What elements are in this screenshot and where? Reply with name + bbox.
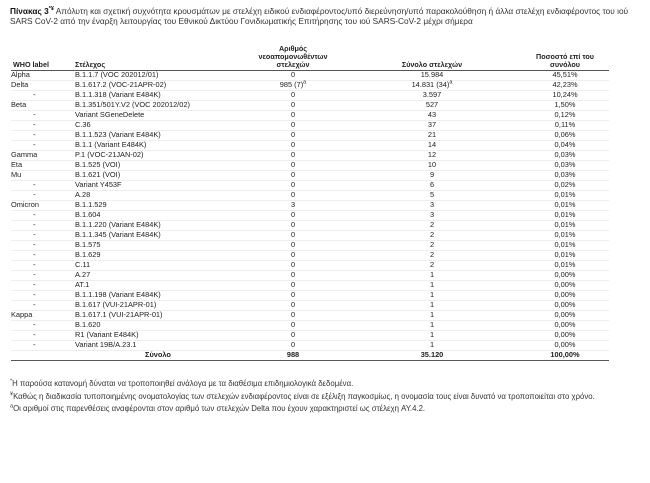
row-new-isolates: 0 <box>243 221 343 231</box>
row-strain: Variant Y453F <box>73 181 243 191</box>
row-percentage: 45,51% <box>521 71 609 81</box>
row-total-strains: 1 <box>343 291 521 301</box>
row-who-label: - <box>11 291 73 301</box>
row-total-strains: 12 <box>343 151 521 161</box>
row-strain: C.11 <box>73 261 243 271</box>
row-new-isolates: 0 <box>243 191 343 201</box>
row-percentage: 0,00% <box>521 331 609 341</box>
row-strain: P.1 (VOC-21JAN-02) <box>73 151 243 161</box>
row-percentage: 0,03% <box>521 161 609 171</box>
row-who-label: Delta <box>11 81 73 91</box>
row-percentage: 0,01% <box>521 261 609 271</box>
row-total-strains: 9 <box>343 171 521 181</box>
row-strain: B.1.604 <box>73 211 243 221</box>
row-strain: AT.1 <box>73 281 243 291</box>
header-strain: Στέλεχος <box>73 45 243 71</box>
row-strain: B.1.1 (Variant E484K) <box>73 141 243 151</box>
row-total-strains: 1 <box>343 271 521 281</box>
table-row <box>11 81 609 91</box>
table-body <box>11 71 609 351</box>
row-percentage: 1,50% <box>521 101 609 111</box>
row-percentage: 0,11% <box>521 121 609 131</box>
row-total-strains: 3 <box>343 211 521 221</box>
table-header-row <box>11 45 609 71</box>
row-new-isolates: 0 <box>243 151 343 161</box>
footnote-1: *Η παρούσα κατανομή δύναται να τροποποιηθεί ανάλογα με τα διαθέσιμα επιδημιολογικά δεδομένα. <box>10 378 354 388</box>
table-row <box>11 331 609 341</box>
row-who-label: - <box>11 231 73 241</box>
row-who-label: Beta <box>11 101 73 111</box>
header-who-label: WHO label <box>11 45 73 71</box>
caption-label: Πίνακας 3 <box>10 6 49 16</box>
row-who-label: - <box>11 211 73 221</box>
table-row <box>11 131 609 141</box>
row-new-isolates: 0 <box>243 261 343 271</box>
row-strain: B.1.620 <box>73 321 243 331</box>
row-who-label: - <box>11 131 73 141</box>
table-row <box>11 271 609 281</box>
total-spacer <box>11 351 73 361</box>
row-new-isolates: 0 <box>243 131 343 141</box>
row-percentage: 0,01% <box>521 241 609 251</box>
row-strain: R1 (Variant E484K) <box>73 331 243 341</box>
row-new-isolates: 0 <box>243 231 343 241</box>
row-total-strains: 14.831 $(34)^a$ <box>343 81 521 91</box>
row-percentage: 0,01% <box>521 191 609 201</box>
table-row <box>11 181 609 191</box>
row-who-label: - <box>11 341 73 351</box>
header-percentage: Ποσοστό επί του συνόλου <box>521 45 609 71</box>
row-total-strains: 3.597 <box>343 91 521 101</box>
row-strain: B.1.1.7 (VOC 202012/01) <box>73 71 243 81</box>
table-row <box>11 111 609 121</box>
header-new-isolates: Αριθμός νεοαπομονωθέντων στελεχών <box>243 45 343 71</box>
row-new-isolates: 0 <box>243 301 343 311</box>
row-percentage: 0,12% <box>521 111 609 121</box>
row-who-label: - <box>11 91 73 101</box>
row-percentage: 10,24% <box>521 91 609 101</box>
row-strain: B.1.617.1 (VUI-21APR-01) <box>73 311 243 321</box>
row-new-isolates: 0 <box>243 291 343 301</box>
row-total-strains: 6 <box>343 181 521 191</box>
row-new-isolates: 0 <box>243 141 343 151</box>
row-who-label: - <box>11 141 73 151</box>
total-label: Σύνολο <box>73 351 243 361</box>
footnote-marker: a <box>449 79 453 86</box>
row-new-isolates: 0 <box>243 181 343 191</box>
row-strain: Variant SGeneDelete <box>73 111 243 121</box>
row-percentage: 0,00% <box>521 311 609 321</box>
table-caption <box>10 6 640 26</box>
row-percentage: 0,00% <box>521 341 609 351</box>
row-total-strains: 5 <box>343 191 521 201</box>
row-percentage: 42,23% <box>521 81 609 91</box>
row-who-label: - <box>11 221 73 231</box>
row-percentage: 0,03% <box>521 151 609 161</box>
table-row <box>11 231 609 241</box>
table-row <box>11 311 609 321</box>
row-percentage: 0,00% <box>521 301 609 311</box>
row-new-isolates: 0 <box>243 101 343 111</box>
row-total-strains: 14 <box>343 141 521 151</box>
row-new-isolates: 3 <box>243 201 343 211</box>
row-total-strains: 1 <box>343 311 521 321</box>
row-new-isolates: 0 <box>243 331 343 341</box>
row-total-strains: 527 <box>343 101 521 111</box>
row-new-isolates: 0 <box>243 241 343 251</box>
row-total-strains: 3 <box>343 201 521 211</box>
table-total-row <box>11 351 609 361</box>
caption-label-superscript: *¥ <box>48 6 54 13</box>
row-who-label: - <box>11 301 73 311</box>
row-new-isolates: 0 <box>243 281 343 291</box>
table-row <box>11 191 609 201</box>
row-strain: B.1.525 (VOI) <box>73 161 243 171</box>
footnote-2: ¥Καθώς η διαδικασία τυποποιημένης ονοματολογίας των στελεχών ενδιαφέροντος είναι σε εξέλιξη παγκοσμίως, η ονομασία τους είναι δυνατό να τροποποιείται στο χρόνο. <box>10 390 595 401</box>
table-row <box>11 241 609 251</box>
table-row <box>11 251 609 261</box>
row-strain: B.1.1.318 (Variant E484K) <box>73 91 243 101</box>
table-row <box>11 261 609 271</box>
row-who-label: - <box>11 281 73 291</box>
header-total-strains: Σύνολο στελεχών <box>343 45 521 71</box>
row-percentage: 0,00% <box>521 291 609 301</box>
row-total-strains: 1 <box>343 341 521 351</box>
table-row <box>11 201 609 211</box>
row-who-label: - <box>11 191 73 201</box>
table-row <box>11 281 609 291</box>
row-total-strains: 2 <box>343 231 521 241</box>
row-percentage: 0,00% <box>521 321 609 331</box>
row-strain: B.1.1.529 <box>73 201 243 211</box>
row-new-isolates: 0 <box>243 271 343 281</box>
row-new-isolates: 0 <box>243 321 343 331</box>
table-row <box>11 121 609 131</box>
row-strain: B.1.575 <box>73 241 243 251</box>
row-total-strains: 21 <box>343 131 521 141</box>
row-percentage: 0,01% <box>521 231 609 241</box>
table-row <box>11 161 609 171</box>
row-total-strains: 2 <box>343 261 521 271</box>
row-who-label: Mu <box>11 171 73 181</box>
row-new-isolates: 0 <box>243 311 343 321</box>
row-percentage: 0,01% <box>521 221 609 231</box>
row-who-label: - <box>11 271 73 281</box>
row-who-label: Omicron <box>11 201 73 211</box>
row-who-label: - <box>11 331 73 341</box>
table-row <box>11 71 609 81</box>
row-total-strains: 1 <box>343 321 521 331</box>
table-row <box>11 101 609 111</box>
row-percentage: 0,06% <box>521 131 609 141</box>
row-who-label: Kappa <box>11 311 73 321</box>
table-row <box>11 171 609 181</box>
row-total-strains: 37 <box>343 121 521 131</box>
row-strain: B.1.1.345 (Variant E484K) <box>73 231 243 241</box>
row-percentage: 0,02% <box>521 181 609 191</box>
total-percentage: 100,00% <box>521 351 609 361</box>
row-percentage: 0,01% <box>521 201 609 211</box>
table-row <box>11 291 609 301</box>
row-strain: A.27 <box>73 271 243 281</box>
row-total-strains: 43 <box>343 111 521 121</box>
row-new-isolates: 0 <box>243 111 343 121</box>
row-new-isolates: 0 <box>243 161 343 171</box>
row-total-strains: 1 <box>343 331 521 341</box>
table-row <box>11 321 609 331</box>
row-strain: B.1.617.2 (VOC-21APR-02) <box>73 81 243 91</box>
row-total-strains: 2 <box>343 251 521 261</box>
row-who-label: - <box>11 121 73 131</box>
row-who-label: - <box>11 321 73 331</box>
table-row <box>11 211 609 221</box>
row-percentage: 0,03% <box>521 171 609 181</box>
row-total-strains: 2 <box>343 241 521 251</box>
row-total-strains: 10 <box>343 161 521 171</box>
row-percentage: 0,00% <box>521 271 609 281</box>
row-new-isolates: 0 <box>243 91 343 101</box>
row-total-strains: 1 <box>343 301 521 311</box>
table-row <box>11 91 609 101</box>
row-new-isolates: 0 <box>243 251 343 261</box>
row-who-label: - <box>11 181 73 191</box>
row-strain: B.1.351/501Y.V2 (VOC 202012/02) <box>73 101 243 111</box>
row-percentage: 0,01% <box>521 211 609 221</box>
row-strain: Variant 19B/A.23.1 <box>73 341 243 351</box>
table-row <box>11 341 609 351</box>
row-new-isolates: 0 <box>243 211 343 221</box>
row-who-label: Alpha <box>11 71 73 81</box>
row-who-label: - <box>11 241 73 251</box>
row-new-isolates: 0 <box>243 121 343 131</box>
table-row <box>11 301 609 311</box>
row-total-strains: 1 <box>343 281 521 291</box>
row-total-strains: 15.984 <box>343 71 521 81</box>
row-strain: C.36 <box>73 121 243 131</box>
row-percentage: 0,04% <box>521 141 609 151</box>
row-new-isolates: 985 $(7)^a$ <box>243 81 343 91</box>
row-strain: B.1.629 <box>73 251 243 261</box>
row-who-label: - <box>11 261 73 271</box>
row-strain: B.1.1.198 (Variant E484K) <box>73 291 243 301</box>
row-strain: B.1.1.220 (Variant E484K) <box>73 221 243 231</box>
row-total-strains: 2 <box>343 221 521 231</box>
row-who-label: Eta <box>11 161 73 171</box>
row-percentage: 0,01% <box>521 251 609 261</box>
variants-table <box>11 45 609 361</box>
row-strain: B.1.1.523 (Variant E484K) <box>73 131 243 141</box>
table-row <box>11 151 609 161</box>
row-strain: B.1.617 (VUI-21APR-01) <box>73 301 243 311</box>
footnote-marker: a <box>303 79 307 86</box>
row-new-isolates: 0 <box>243 171 343 181</box>
row-strain: B.1.621 (VOI) <box>73 171 243 181</box>
footnotes <box>10 379 610 417</box>
total-strains: 35.120 <box>343 351 521 361</box>
total-new: 988 <box>243 351 343 361</box>
caption-text: Απόλυτη και σχετική συχνότητα κρουσμάτων με στελέχη ειδικού ενδιαφέροντος/υπό διερεύνηση/υπό παρακολούθηση ή άλλα στελέχη ενδιαφέροντος του ιού SARS CoV-2 από την έναρξη λειτουργίας του Εθνικού Δικτύου Γονιδιωματικής Επιτήρησης του ιού SARS-CoV-2 μέχρι σήμερα <box>10 6 629 26</box>
footnote-3: $^a$Οι αριθμοί στις παρενθέσεις αναφέρονται στον αριθμό των στελεχών Delta που έχουν χαρακτηριστεί ως στέλεχη AY.4.2. <box>10 403 426 413</box>
table-row <box>11 221 609 231</box>
row-who-label: - <box>11 251 73 261</box>
row-new-isolates: 0 <box>243 341 343 351</box>
table-row <box>11 141 609 151</box>
row-who-label: Gamma <box>11 151 73 161</box>
row-new-isolates: 0 <box>243 71 343 81</box>
row-who-label: - <box>11 111 73 121</box>
row-strain: A.28 <box>73 191 243 201</box>
row-percentage: 0,00% <box>521 281 609 291</box>
